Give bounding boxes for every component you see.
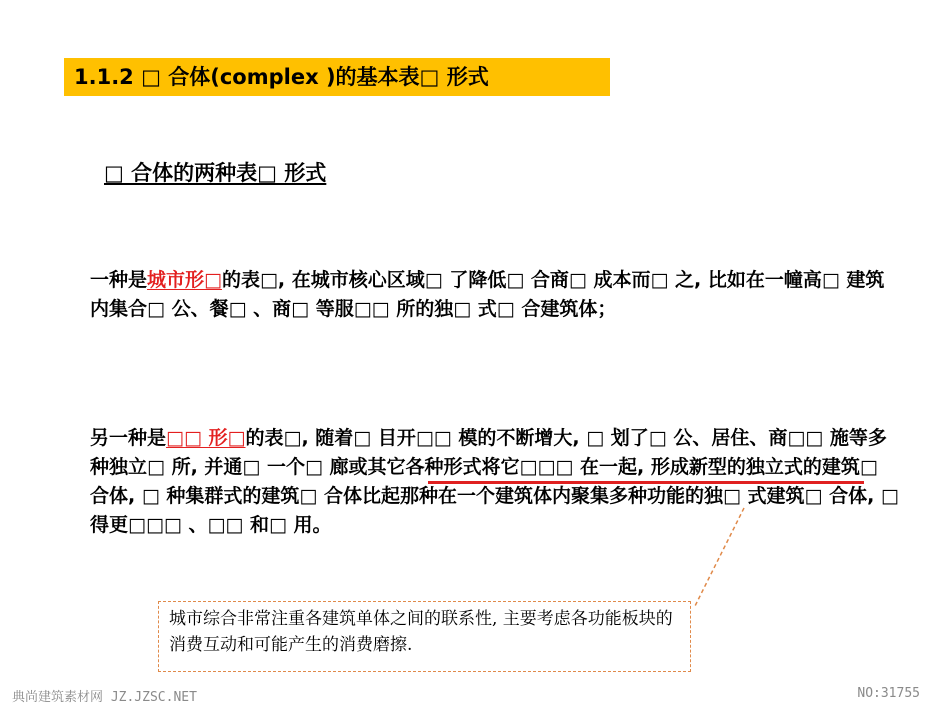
- highlight-group-form: □□ 形□: [166, 427, 246, 449]
- watermark-site: 典尚建筑素材网 JZ.JZSC.NET: [12, 690, 197, 705]
- paragraph-group-form-lead: 另一种是: [90, 427, 167, 449]
- slide-title: 1.1.2 □ 合体(complex )的基本表□ 形式: [64, 58, 610, 96]
- highlight-city-form: 城市形□: [147, 269, 222, 291]
- section-subtitle: □ 合体的两种表□ 形式: [104, 161, 327, 185]
- watermark-number: NO:31755: [857, 686, 920, 701]
- paragraph-group-form-body: 的表□, 随着□ 目开□□ 模的不断增大, □ 划了□ 公、居住、商□□ 施等多种独立□ 所, 并通□ 一个□ 廊或其它各种形式将它□□□ 在一起, 形成新型的独立式的建筑□ 合体, □ 种集群式的建筑□ 合体比起那种在一个建筑体内聚集多种功能的独□ 式建筑□ 合体, □ 得更□□□ 、□□ 和□ 用。: [90, 427, 899, 536]
- callout-line: [694, 508, 744, 608]
- paragraph-city-form-body: 的表□, 在城市核心区域□ 了降低□ 合商□ 成本而□ 之, 比如在一幢高□ 建筑内集合□ 公、餐□ 、商□ 等服□□ 所的独□ 式□ 合建筑体；: [90, 269, 885, 320]
- callout-note: 城市综合非常注重各建筑单体之间的联系性, 主要考虑各功能板块的消费互动和可能产生的消费磨擦.: [158, 601, 691, 672]
- paragraph-city-form-lead: 一种是: [90, 269, 148, 291]
